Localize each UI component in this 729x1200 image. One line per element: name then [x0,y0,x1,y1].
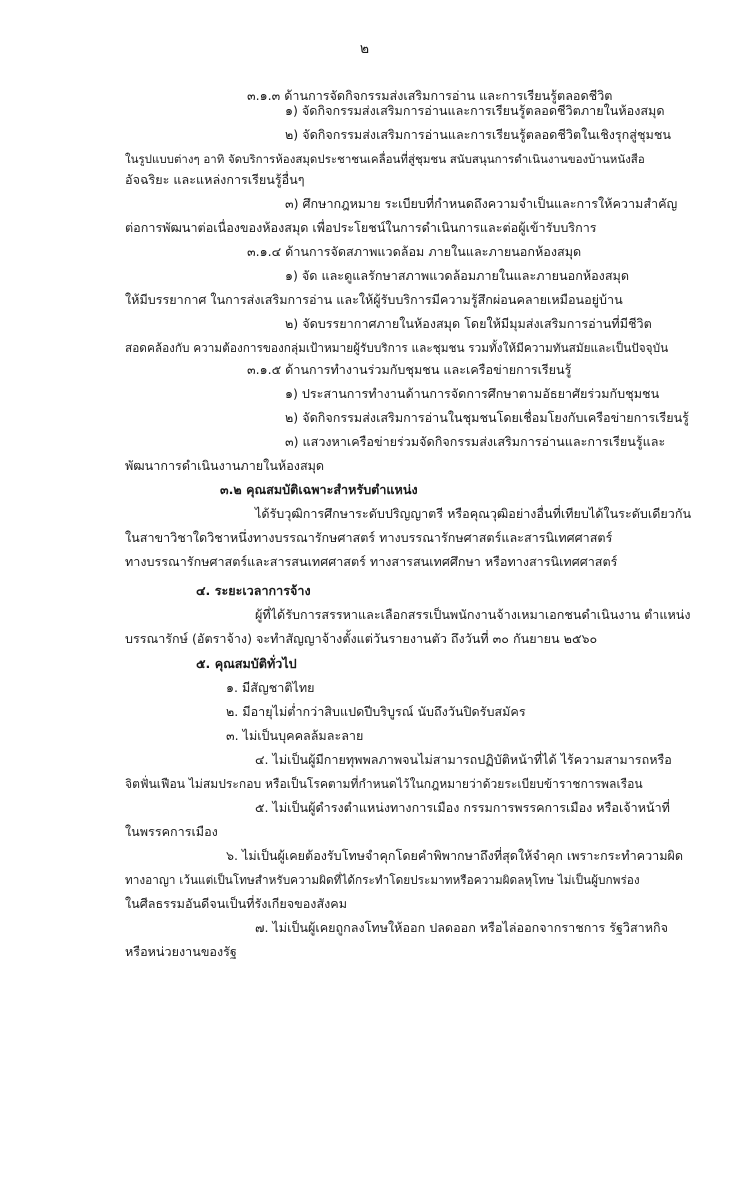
list-item: ๓) ศึกษากฎหมาย ระเบียบที่กำหนดถึงความจำเป็นและการให้ความสำคัญ [285,196,678,211]
paragraph-line: อัจฉริยะ และแหล่งการเรียนรู้อื่นๆ [125,172,305,187]
section-heading: ๓.๑.๕ ด้านการทำงานร่วมกับชุมชน และเครือข่ายการเรียนรู้ [247,362,572,377]
section-heading: ๔. ระยะเวลาการจ้าง [196,583,311,598]
list-item: ๑) จัด และดูแลรักษาสภาพแวดล้อมภายในและภายนอกห้องสมุด [285,268,629,283]
section-heading: ๓.๑.๓ ด้านการจัดกิจกรรมส่งเสริมการอ่าน และการเรียนรู้ตลอดชีวิต [247,88,613,103]
list-item: ๖. ไม่เป็นผู้เคยต้องรับโทษจำคุกโดยคำพิพากษาถึงที่สุดให้จำคุก เพราะกระทำความผิด [226,848,684,863]
paragraph-line: ให้มีบรรยากาศ ในการส่งเสริมการอ่าน และให้ผู้รับบริการมีความรู้สึกผ่อนคลายเหมือนอยู่บ้าน [125,292,623,307]
paragraph-line: ในศีลธรรมอันดีจนเป็นที่รังเกียจของสังคม [125,896,348,911]
paragraph-line: ในรูปแบบต่างๆ อาทิ จัดบริการห้องสมุดประชาชนเคลื่อนที่สู่ชุมชน สนับสนุนการดำเนินงานของบ้านหนังสือ [125,152,645,166]
paragraph-line: จิตฟั่นเฟือน ไม่สมประกอบ หรือเป็นโรคตามที่กำหนดไว้ในกฎหมายว่าด้วยระเบียบข้าราชการพลเรือน [125,777,643,791]
section-heading: ๓.๒ คุณสมบัติเฉพาะสำหรับตำแหน่ง [220,482,418,497]
list-item: ๓) แสวงหาเครือข่ายร่วมจัดกิจกรรมส่งเสริมการอ่านและการเรียนรู้และ [285,434,666,449]
paragraph-line: ในพรรคการเมือง [125,824,218,839]
list-item: ๑) จัดกิจกรรมส่งเสริมการอ่านและการเรียนรู้ตลอดชีวิตภายในห้องสมุด [285,103,665,118]
section-heading: ๓.๑.๔ ด้านการจัดสภาพแวดล้อม ภายในและภายนอกห้องสมุด [247,244,582,259]
list-item: ๒. มีอายุไม่ต่ำกว่าสิบแปดปีบริบูรณ์ นับถึงวันปิดรับสมัคร [226,704,526,719]
paragraph-line: บรรณารักษ์ (อัตราจ้าง) จะทำสัญญาจ้างตั้งแต่วันรายงานตัว ถึงวันที่ ๓๐ กันยายน ๒๕๖๐ [125,631,598,646]
paragraph-line: พัฒนาการดำเนินงานภายในห้องสมุด [125,458,325,473]
list-item: ๑) ประสานการทำงานด้านการจัดการศึกษาตามอัธยาศัยร่วมกับชุมชน [285,386,660,401]
paragraph-line: สอดคล้องกับ ความต้องการของกลุ่มเป้าหมายผู้รับบริการ และชุมชน รวมทั้งให้มีความทันสมัยและเป็นปัจจุบัน [125,341,669,355]
list-item: ๔. ไม่เป็นผู้มีกายทุพพลภาพจนไม่สามารถปฏิบัติหน้าที่ได้ ไร้ความสามารถหรือ [255,752,672,767]
section-heading: ๕. คุณสมบัติทั่วไป [196,656,297,671]
paragraph-line: ในสาขาวิชาใดวิชาหนึ่งทางบรรณารักษศาสตร์ ทางบรรณารักษศาสตร์และสารนิเทศศาสตร์ [125,530,613,545]
list-item: ๒) จัดกิจกรรมส่งเสริมการอ่านและการเรียนรู้ตลอดชีวิตในเชิงรุกสู่ชุมชน [285,127,671,142]
list-item: ๓. ไม่เป็นบุคคลล้มละลาย [226,728,364,743]
paragraph-line: ทางบรรณารักษศาสตร์และสารสนเทศศาสตร์ ทางสารสนเทศศึกษา หรือทางสารนิเทศศาสตร์ [125,554,618,569]
list-item: ๑. มีสัญชาติไทย [226,680,315,695]
list-item: ๒) จัดกิจกรรมส่งเสริมการอ่านในชุมชนโดยเชื่อมโยงกับเครือข่ายการเรียนรู้ [285,410,689,425]
list-item: ๗. ไม่เป็นผู้เคยถูกลงโทษให้ออก ปลดออก หรือไล่ออกจากราชการ รัฐวิสาหกิจ [255,920,669,935]
page-number: ๒ [359,41,370,57]
list-item: ๒) จัดบรรยากาศภายในห้องสมุด โดยให้มีมุมส่งเสริมการอ่านที่มีชีวิต [285,316,652,331]
paragraph-line: ได้รับวุฒิการศึกษาระดับปริญญาตรี หรือคุณวุฒิอย่างอื่นที่เทียบได้ในระดับเดียวกัน [255,506,692,521]
paragraph-line: ผู้ที่ได้รับการสรรหาและเลือกสรรเป็นพนักงานจ้างเหมาเอกชนดำเนินงาน ตำแหน่ง [255,607,691,622]
paragraph-line: ทางอาญา เว้นแต่เป็นโทษสำหรับความผิดที่ได้กระทำโดยประมาทหรือความผิดลหุโทษ ไม่เป็นผู้บกพร่อง [125,873,640,887]
paragraph-line: ต่อการพัฒนาต่อเนื่องของห้องสมุด เพื่อประโยชน์ในการดำเนินการและต่อผู้เข้ารับบริการ [125,220,597,235]
paragraph-line: หรือหน่วยงานของรัฐ [125,944,237,959]
list-item: ๕. ไม่เป็นผู้ดำรงตำแหน่งทางการเมือง กรรมการพรรคการเมือง หรือเจ้าหน้าที่ [255,800,670,815]
